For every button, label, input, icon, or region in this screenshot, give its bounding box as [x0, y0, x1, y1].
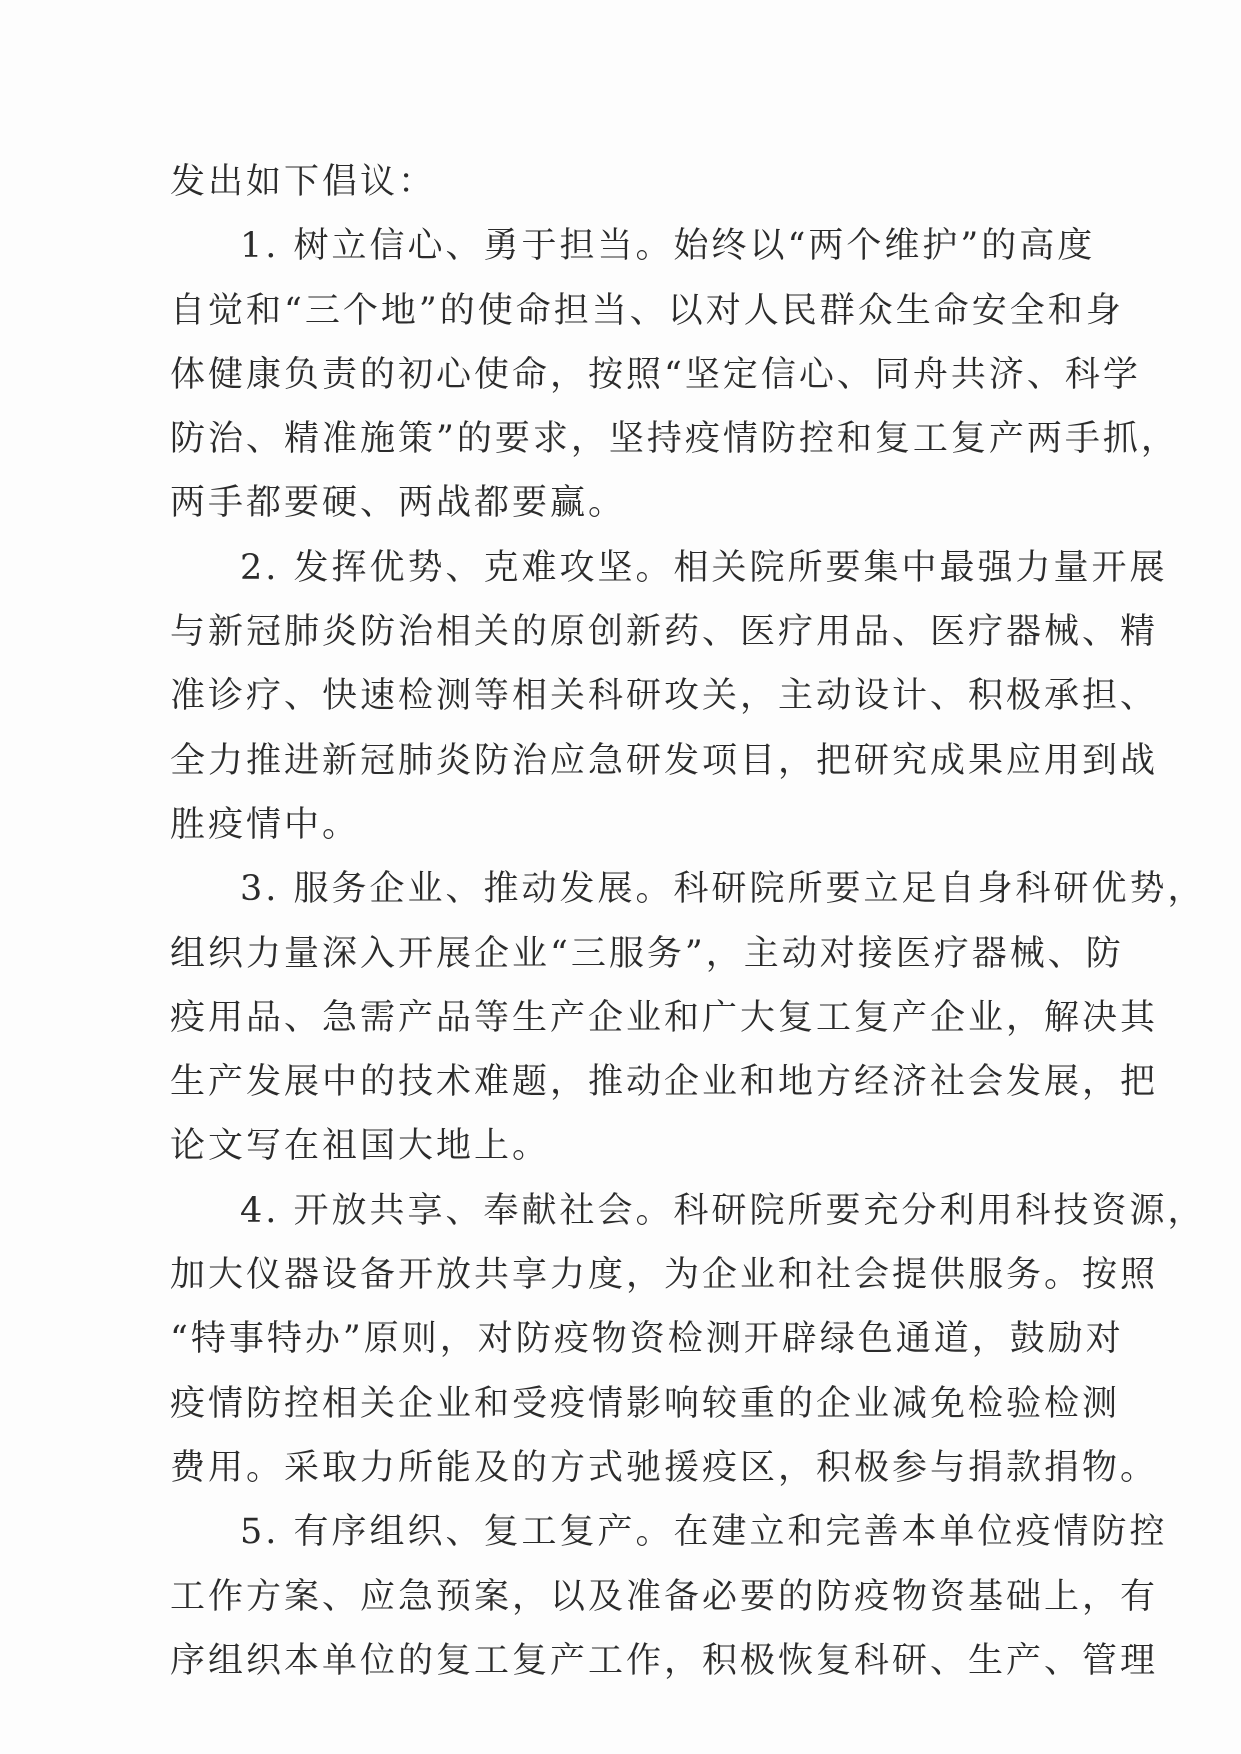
text-line: 防治、精准施策”的要求，坚持疫情防控和复工复产两手抓，: [170, 419, 1179, 460]
text-line: 发出如下倡议：: [170, 162, 437, 202]
text-line: 4. 开放共享、奉献社会。科研院所要充分利用科技资源，: [240, 1190, 1206, 1231]
text-line: 2. 发挥优势、克难攻坚。相关院所要集中最强力量开展: [240, 547, 1168, 588]
text-line: 胜疫情中。: [170, 804, 361, 845]
text-line: 论文写在祖国大地上。: [170, 1126, 551, 1167]
text-line: 1. 树立信心、勇于担当。始终以“两个维护”的高度: [240, 226, 1096, 267]
text-line: 与新冠肺炎防治相关的原创新药、医疗用品、医疗器械、精: [170, 612, 1159, 653]
text-line: 5. 有序组织、复工复产。在建立和完善本单位疫情防控: [240, 1512, 1168, 1553]
text-line: “特事特办”原则，对防疫物资检测开辟绿色通道，鼓励对: [170, 1319, 1124, 1360]
text-line: 疫用品、急需产品等生产企业和广大复工复产企业，解决其: [170, 997, 1159, 1038]
text-line: 自觉和“三个地”的使命担当、以对人民群众生命安全和身: [170, 290, 1124, 331]
text-line: 序组织本单位的复工复产工作，积极恢复科研、生产、管理: [170, 1640, 1159, 1681]
text-line: 准诊疗、快速检测等相关科研攻关，主动设计、积极承担、: [170, 676, 1159, 717]
text-line: 工作方案、应急预案，以及准备必要的防疫物资基础上，有: [170, 1576, 1159, 1617]
text-line: 全力推进新冠肺炎防治应急研发项目，把研究成果应用到战: [170, 740, 1159, 781]
text-line: 费用。采取力所能及的方式驰援疫区，积极参与捐款捐物。: [170, 1447, 1159, 1488]
text-line: 3. 服务企业、推动发展。科研院所要立足自身科研优势，: [240, 869, 1206, 910]
text-line: 体健康负责的初心使命，按照“坚定信心、同舟共济、科学: [170, 354, 1141, 395]
text-line: 生产发展中的技术难题，推动企业和地方经济社会发展，把: [170, 1062, 1159, 1103]
document-body: [170, 150, 1206, 1693]
text-line: 两手都要硬、两战都要赢。: [170, 483, 627, 524]
text-line: 组织力量深入开展企业“三服务”，主动对接医疗器械、防: [170, 933, 1124, 974]
text-line: 加大仪器设备开放共享力度，为企业和社会提供服务。按照: [170, 1255, 1159, 1296]
text-line: 疫情防控相关企业和受疫情影响较重的企业减免检验检测: [170, 1383, 1121, 1424]
